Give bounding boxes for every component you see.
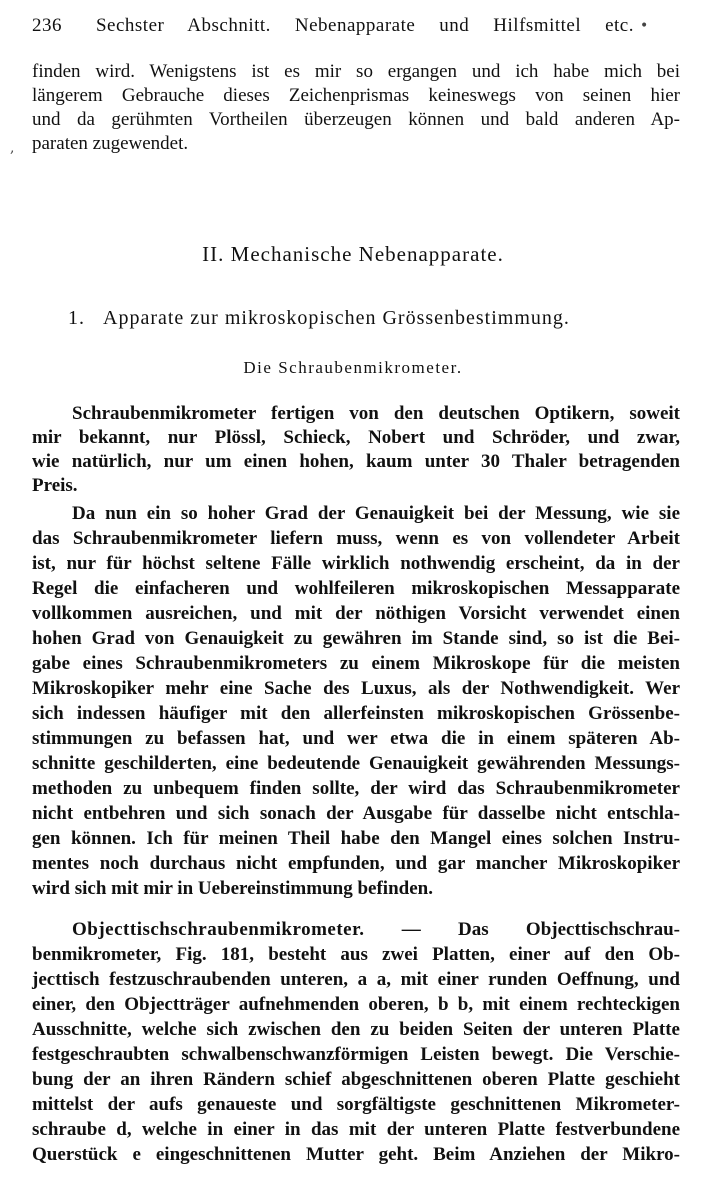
text-line: und da gerühmten Vortheilen überzeugen können und bald anderen Ap-: [32, 109, 680, 130]
paragraph-lead-rest: — Das Objecttischschrau-: [364, 919, 680, 940]
text-line: schraube d, welche in einer in das mit der unteren Platte festverbundene: [32, 1119, 680, 1140]
text-line: mir bekannt, nur Plössl, Schieck, Nobert und Schröder, und zwar,: [32, 427, 680, 448]
section-title: II. Mechanische Nebenapparate.: [202, 242, 504, 266]
running-header: [32, 14, 634, 38]
text-line: methoden zu unbequem finden sollte, der wird das Schraubenmikrometer: [32, 778, 680, 799]
page-number: 236: [32, 15, 62, 36]
text-line: [72, 918, 680, 942]
text-line: mittelst der aufs genaueste und sorgfältigste geschnittenen Mikrometer-: [32, 1094, 680, 1115]
minor-title: Die Schraubenmikrometer.: [243, 358, 463, 377]
scan-speck: ,: [10, 140, 15, 156]
text-line: wie natürlich, nur um einen hohen, kaum unter 30 Thaler betragenden: [32, 451, 680, 472]
text-line: hohen Grad von Genauigkeit zu gewähren im Stande sind, so ist die Bei-: [32, 628, 680, 649]
subsection-number: 1.: [68, 307, 85, 329]
text-line: gabe eines Schraubenmikrometers zu einem Mikroskope für die meisten: [32, 653, 680, 674]
text-line: finden wird. Wenigstens ist es mir so ergangen und ich habe mich bei: [32, 61, 680, 82]
text-line: Schraubenmikrometer fertigen von den deutschen Optikern, soweit: [72, 403, 680, 424]
text-line: Regel die einfacheren und wohlfeileren mikroskopischen Messapparate: [32, 578, 680, 599]
text-line: ist, nur für höchst seltene Fälle wirklich nothwendig erscheint, da in der: [32, 553, 680, 574]
subsection-title: [68, 306, 668, 330]
text-line: Da nun ein so hoher Grad der Genauigkeit bei der Messung, wie sie: [72, 503, 680, 524]
text-line: Ausschnitte, welche sich zwischen den zu beiden Seiten der unteren Platte: [32, 1019, 680, 1040]
scan-speck: •: [640, 18, 649, 34]
text-line: bung der an ihren Rändern schief abgeschnittenen oberen Platte geschieht: [32, 1069, 680, 1090]
text-line: einer, den Objectträger aufnehmenden oberen, b b, mit einem rechteckigen: [32, 994, 680, 1015]
text-line: paraten zugewendet.: [32, 133, 189, 154]
text-line: vollkommen ausreichen, und mit der nöthigen Vorsicht verwendet einen: [32, 603, 680, 624]
text-line: längerem Gebrauche dieses Zeichenprismas keineswegs von seinen hier: [32, 85, 680, 106]
text-line: Querstück e eingeschnittenen Mutter geht. Beim Anziehen der Mikro-: [32, 1144, 680, 1165]
text-line: nicht entbehren und sich sonach der Ausgabe für dasselbe nicht entschla-: [32, 803, 680, 824]
text-line: schnitte geschilderten, eine bedeutende Genauigkeit gewährenden Messungs-: [32, 753, 680, 774]
text-line: benmikrometer, Fig. 181, besteht aus zwei Platten, einer auf den Ob-: [32, 944, 680, 965]
text-line: Preis.: [32, 475, 78, 496]
text-line: gen können. Ich für meinen Theil habe den Mangel eines solchen Instru-: [32, 828, 680, 849]
text-line: sich indessen häufiger mit den allerfeinsten mikroskopischen Grössenbe-: [32, 703, 680, 724]
subsection-title-text: Apparate zur mikroskopischen Grössenbestimmung.: [103, 307, 570, 329]
text-line: stimmungen zu befassen hat, und wer etwa die in einem späteren Ab-: [32, 728, 680, 749]
text-line: jecttisch festzuschraubenden unteren, a a, mit einer runden Oeffnung, und: [32, 969, 680, 990]
running-title: Sechster Abschnitt. Nebenapparate und Hilfsmittel etc.: [95, 15, 634, 36]
text-line: wird sich mit mir in Uebereinstimmung befinden.: [32, 878, 433, 899]
text-line: Mikroskopiker mehr eine Sache des Luxus, als der Nothwendigkeit. Wer: [32, 678, 680, 699]
text-line: das Schraubenmikrometer liefern muss, wenn es von vollendeter Arbeit: [32, 528, 680, 549]
paragraph-lead-term: Objecttischschraubenmikrometer.: [72, 919, 365, 940]
text-line: mentes noch durchaus nicht empfunden, und gar mancher Mikroskopiker: [32, 853, 680, 874]
text-line: festgeschraubten schwalbenschwanzförmigen Leisten bewegt. Die Verschie-: [32, 1044, 680, 1065]
